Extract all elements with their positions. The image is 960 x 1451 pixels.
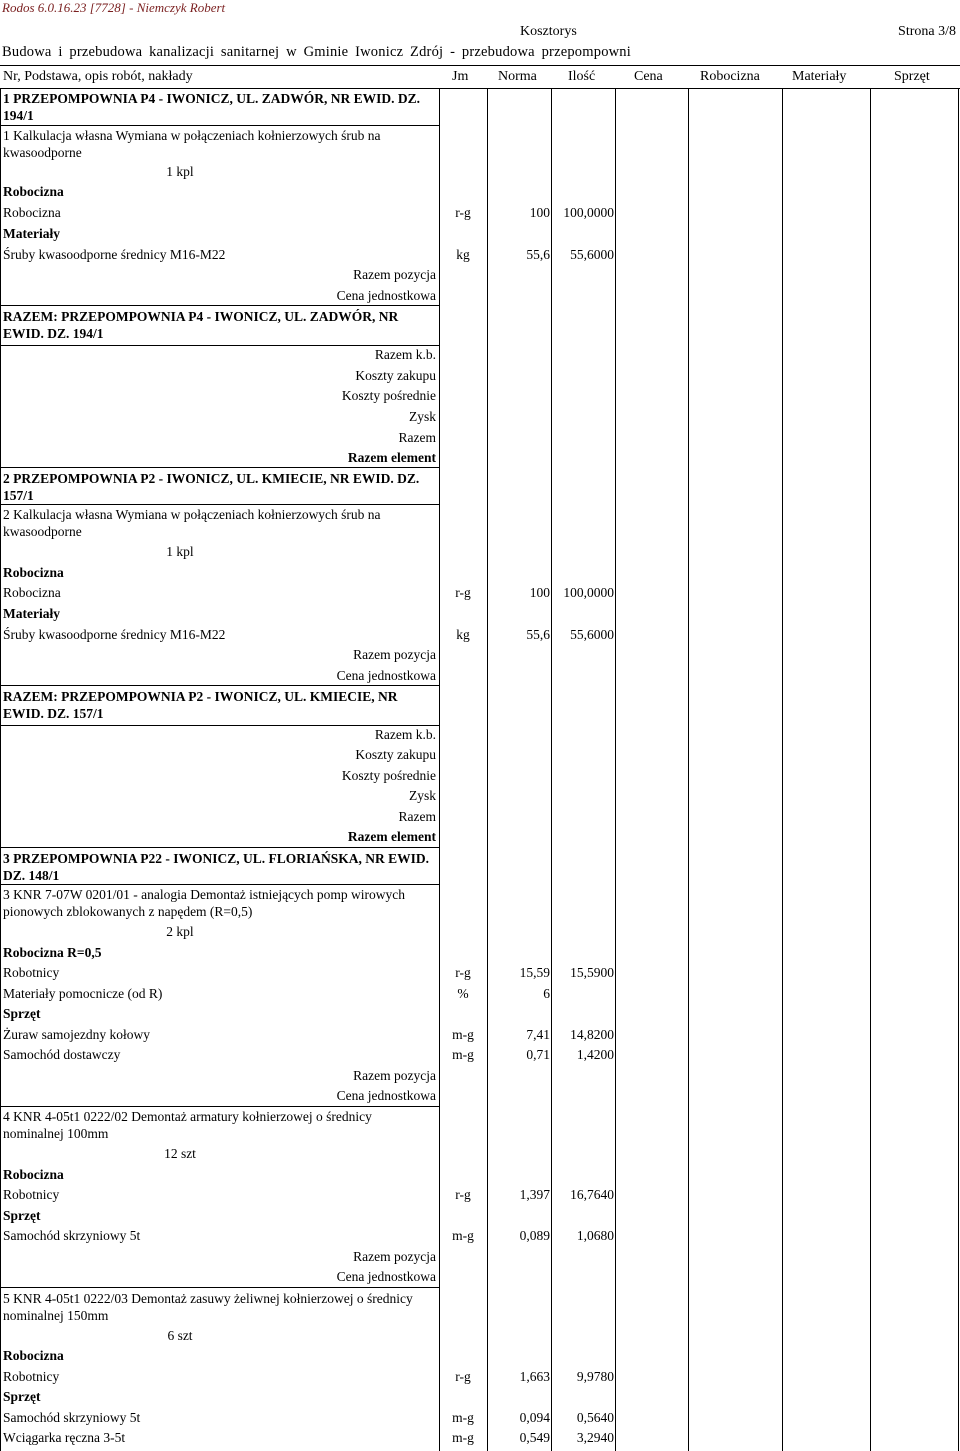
- group-header: Sprzęt: [3, 1006, 41, 1021]
- col-materialy: Materiały: [792, 69, 847, 84]
- summary-row: Razem k.b.: [374, 727, 436, 742]
- group-header: Robocizna: [3, 565, 64, 580]
- col-sprzet: Sprzęt: [894, 69, 930, 84]
- group-header: Robocizna: [3, 184, 64, 199]
- col-jm: Jm: [452, 69, 469, 84]
- summary-row: Koszty pośrednie: [341, 768, 436, 783]
- section-title: 2 PRZEPOMPOWNIA P2 - IWONICZ, UL. KMIECIE, NR EWID. DZ. 157/1: [3, 471, 420, 503]
- column-header: [0, 65, 960, 89]
- summary-row: Razem: [398, 430, 436, 445]
- summary-row: Zysk: [409, 788, 436, 803]
- section-title: 1 PRZEPOMPOWNIA P4 - IWONICZ, UL. ZADWÓR, NR EWID. DZ. 194/1: [3, 91, 421, 123]
- col-description: Nr, Podstawa, opis robót, nakłady: [3, 69, 193, 84]
- summary-row: Cena jednostkowa: [336, 288, 436, 303]
- summary-row: Razem element: [347, 829, 436, 844]
- section-total-title: RAZEM: PRZEPOMPOWNIA P4 - IWONICZ, UL. ZADWÓR, NR EWID. DZ. 194/1: [3, 309, 399, 341]
- summary-row: Razem: [398, 809, 436, 824]
- summary-row: Razem pozycja: [353, 1068, 436, 1083]
- position-quantity: 6 szt: [167, 1328, 193, 1343]
- summary-row: Cena jednostkowa: [336, 668, 436, 683]
- group-header: Materiały: [3, 226, 60, 241]
- position-quantity: 12 szt: [164, 1146, 196, 1161]
- table-row: Samochód skrzyniowy 5t m-g 0,089 1,0680: [3, 1228, 614, 1243]
- position-description: 4 KNR 4-05t1 0222/02 Demontaż armatury kołnierzowej o średnicy nominalnej 100mm: [3, 1109, 372, 1141]
- section-total-title: RAZEM: PRZEPOMPOWNIA P2 - IWONICZ, UL. KMIECIE, NR EWID. DZ. 157/1: [3, 689, 398, 721]
- app-title: Rodos 6.0.16.23 [7728] - Niemczyk Robert: [2, 0, 226, 15]
- table-row: Robotnicy r-g 1,663 9,9780: [3, 1369, 614, 1384]
- group-header: Robocizna: [3, 1167, 64, 1182]
- table-row: Samochód skrzyniowy 5t m-g 0,094 0,5640: [3, 1410, 614, 1425]
- position-description: 2 Kalkulacja własna Wymiana w połączeniach kołnierzowych śrub na kwasoodporne: [3, 507, 381, 539]
- table-row: Robocizna r-g 100 100,0000: [3, 585, 614, 600]
- summary-row: Cena jednostkowa: [336, 1269, 436, 1284]
- col-robocizna: Robocizna: [700, 69, 760, 84]
- table-row: Wciągarka ręczna 3-5t m-g 0,549 3,2940: [3, 1430, 614, 1445]
- summary-row: Koszty zakupu: [355, 368, 436, 383]
- group-header: Sprzęt: [3, 1208, 41, 1223]
- table-row: Robotnicy r-g 1,397 16,7640: [3, 1187, 614, 1202]
- summary-row: Razem k.b.: [374, 347, 436, 362]
- table-row: Robocizna r-g 100 100,0000: [3, 205, 614, 220]
- table-row: Śruby kwasoodporne średnicy M16-M22 kg 55,6 55,6000: [3, 247, 614, 262]
- position-quantity: 1 kpl: [166, 544, 194, 559]
- summary-row: Razem pozycja: [353, 1249, 436, 1264]
- position-description: 3 KNR 7-07W 0201/01 - analogia Demontaż istniejących pomp wirowych pionowych zblokowanych z napędem (R=0,5): [3, 887, 406, 919]
- project-title: Budowa i przebudowa kanalizacji sanitarnej w Gminie Iwonicz Zdrój - przebudowa przepompowni: [2, 44, 631, 60]
- group-header: Materiały: [3, 606, 60, 621]
- section-title: 3 PRZEPOMPOWNIA P22 - IWONICZ, UL. FLORIAŃSKA, NR EWID. DZ. 148/1: [3, 851, 430, 883]
- summary-row: Razem pozycja: [353, 647, 436, 662]
- position-quantity: 2 kpl: [166, 924, 194, 939]
- table-row: Żuraw samojezdny kołowy m-g 7,41 14,8200: [3, 1027, 614, 1042]
- document-title: Kosztorys: [520, 24, 577, 39]
- col-cena: Cena: [634, 69, 663, 84]
- col-norma: Norma: [498, 69, 537, 84]
- summary-row: Cena jednostkowa: [336, 1088, 436, 1103]
- summary-row: Zysk: [409, 409, 436, 424]
- table-row: Śruby kwasoodporne średnicy M16-M22 kg 55,6 55,6000: [3, 627, 614, 642]
- table-row: Materiały pomocnicze (od R) % 6: [3, 986, 550, 1001]
- summary-row: Koszty zakupu: [355, 747, 436, 762]
- table-row: Robotnicy r-g 15,59 15,5900: [3, 965, 614, 980]
- group-header: Sprzęt: [3, 1389, 41, 1404]
- group-header: Robocizna: [3, 1348, 64, 1363]
- group-header: Robocizna R=0,5: [3, 945, 102, 960]
- position-description: 5 KNR 4-05t1 0222/03 Demontaż zasuwy żeliwnej kołnierzowej o średnicy nominalnej 150mm: [3, 1291, 413, 1323]
- summary-row: Razem element: [347, 450, 436, 465]
- summary-row: Koszty pośrednie: [341, 388, 436, 403]
- table-row: Samochód dostawczy m-g 0,71 1,4200: [3, 1047, 614, 1062]
- position-quantity: 1 kpl: [166, 164, 194, 179]
- col-ilosc: Ilość: [568, 69, 596, 84]
- position-description: 1 Kalkulacja własna Wymiana w połączeniach kołnierzowych śrub na kwasoodporne: [3, 128, 381, 160]
- page-number: Strona 3/8: [898, 24, 956, 39]
- summary-row: Razem pozycja: [353, 267, 436, 282]
